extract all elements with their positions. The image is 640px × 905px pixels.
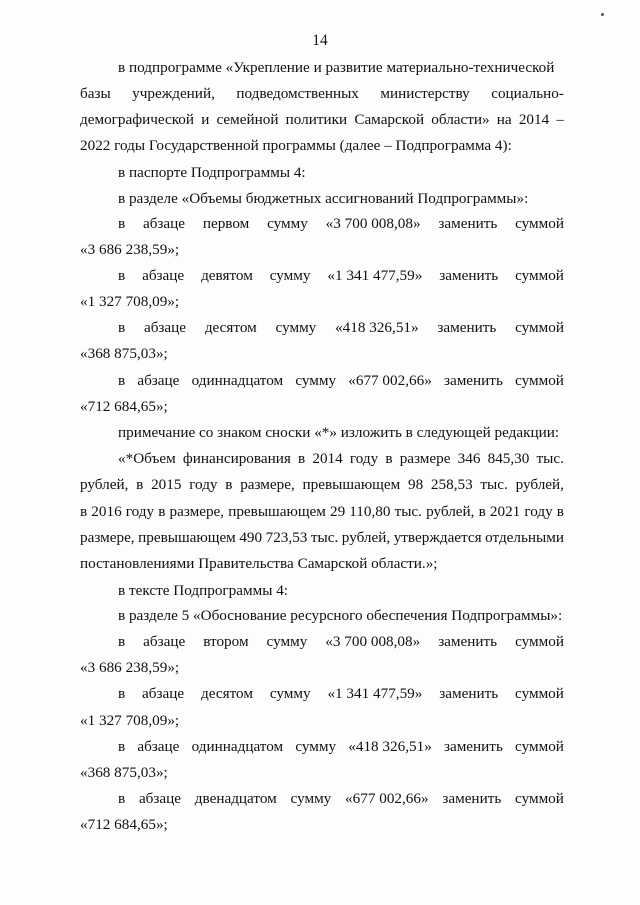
word: «677 002,66»: [345, 790, 429, 807]
word: суммой: [515, 633, 564, 650]
word: 346: [457, 450, 481, 467]
word: сумму: [290, 790, 332, 807]
word: 723,53: [265, 529, 308, 546]
word: абзаце: [138, 790, 182, 807]
word: «1 341 477,59»: [327, 267, 423, 284]
word: утверждается: [393, 529, 482, 546]
word: 98: [407, 476, 424, 493]
word: «1 341 477,59»: [327, 685, 423, 702]
word: в: [118, 685, 126, 702]
word: заменить: [443, 372, 503, 389]
word: рублей,: [426, 503, 475, 520]
word: суммой: [515, 738, 564, 755]
paragraph-line: [80, 502, 564, 522]
paragraph-line: [80, 84, 564, 104]
word: в: [136, 476, 144, 493]
paragraph-line: [118, 318, 564, 338]
word: в: [118, 372, 126, 389]
word: сумму: [269, 685, 311, 702]
word: абзаце: [142, 215, 186, 232]
word: 490: [239, 529, 263, 546]
paragraph-line: постановлениями Правительства Самарской области.»;: [80, 555, 438, 572]
word: абзаце: [137, 372, 180, 389]
word: Самарской: [354, 111, 425, 128]
paragraph-line: «3 686 238,59»;: [80, 659, 180, 676]
paragraph-line: [80, 528, 564, 548]
word: суммой: [515, 267, 564, 284]
word: сумму: [275, 319, 317, 336]
word: 2014: [518, 111, 550, 128]
word: году: [125, 503, 155, 520]
paragraph-line: в паспорте Подпрограммы 4:: [118, 164, 306, 181]
word: размере: [399, 450, 451, 467]
paragraph-line: «368 875,03»;: [80, 345, 168, 362]
word: сумму: [266, 633, 308, 650]
word: тыс.: [536, 450, 564, 467]
paragraph-line: в подпрограмме «Укрепление и развитие материально-технической: [118, 59, 555, 76]
paragraph-line: «712 684,65»;: [80, 816, 168, 833]
word: рублей,: [515, 476, 564, 493]
paragraph-line: [118, 214, 564, 234]
word: году: [524, 503, 553, 520]
word: абзаце: [143, 633, 186, 650]
paragraph-line: примечание со знаком сноски «*» изложить в следующей редакции:: [118, 424, 560, 441]
paragraph-line: [118, 632, 564, 652]
word: двенадцатом: [194, 790, 277, 807]
paragraph-line: «368 875,03»;: [80, 764, 168, 781]
word: сумму: [269, 267, 311, 284]
word: заменить: [442, 790, 502, 807]
paragraph-line: [118, 371, 564, 391]
word: рублей,: [80, 476, 129, 493]
word: абзаце: [142, 267, 185, 284]
word: заменить: [438, 633, 498, 650]
word: размере,: [169, 503, 225, 520]
word: одиннадцатом: [191, 738, 284, 755]
word: сумму: [295, 738, 337, 755]
word: на: [496, 111, 512, 128]
word: заменить: [439, 267, 499, 284]
word: финансирования: [182, 450, 291, 467]
paragraph-line: [80, 110, 564, 130]
word: подведомственных: [236, 85, 359, 102]
word: семейной: [216, 111, 279, 128]
word: тыс.: [480, 476, 508, 493]
word: в: [80, 503, 88, 520]
word: тыс.: [394, 503, 422, 520]
word: размере,: [80, 529, 135, 546]
word: «3 700 008,08»: [325, 633, 421, 650]
paragraph-line: [80, 475, 564, 495]
word: области»: [431, 111, 490, 128]
word: сумму: [267, 215, 308, 232]
word: демографической: [80, 111, 195, 128]
word: «3 700 008,08»: [325, 215, 421, 232]
word: рублей,: [341, 529, 391, 546]
word: министерству: [380, 85, 470, 102]
page-number: 14: [312, 32, 328, 49]
word: втором: [203, 633, 249, 650]
word: 29: [329, 503, 346, 520]
word: в: [298, 450, 306, 467]
word: первом: [202, 215, 250, 232]
word: абзаце: [143, 319, 187, 336]
word: превышающем: [228, 503, 326, 520]
paragraph-line: в тексте Подпрограммы 4:: [118, 582, 289, 599]
word: –: [556, 111, 564, 128]
word: «418 326,51»: [348, 738, 432, 755]
word: в: [118, 215, 126, 232]
word: в: [118, 319, 126, 336]
word: социально-: [491, 85, 564, 102]
paragraph-line: [118, 789, 564, 809]
word: в: [225, 476, 233, 493]
word: превышающем: [302, 476, 401, 493]
word: году: [349, 450, 379, 467]
word: 2016: [91, 503, 122, 520]
word: десятом: [201, 685, 253, 702]
word: 2015: [151, 476, 182, 493]
paragraph-line: в разделе «Объемы бюджетных ассигнований Подпрограммы»:: [118, 190, 529, 207]
paragraph-line: «1 327 708,09»;: [80, 712, 180, 729]
word: политики: [285, 111, 348, 128]
word: одиннадцатом: [191, 372, 284, 389]
paragraph-line: [118, 449, 564, 469]
word: «*Объем: [118, 450, 176, 467]
word: в: [118, 633, 126, 650]
word: сумму: [295, 372, 337, 389]
word: заменить: [439, 685, 499, 702]
word: в: [478, 503, 486, 520]
word: десятом: [204, 319, 257, 336]
word: и: [201, 111, 210, 128]
word: превышающем: [138, 529, 236, 546]
word: суммой: [515, 319, 564, 336]
word: 110,80: [349, 503, 391, 520]
paragraph-line: [118, 737, 564, 757]
word: абзаце: [142, 685, 185, 702]
word: в: [158, 503, 166, 520]
word: абзаце: [137, 738, 180, 755]
scan-dot-mark: [601, 13, 604, 16]
word: базы: [80, 85, 111, 102]
paragraph-line: [118, 684, 564, 704]
word: 845,30: [487, 450, 530, 467]
paragraph-line: «1 327 708,09»;: [80, 293, 180, 310]
word: учреждений,: [132, 85, 215, 102]
word: отдельными: [485, 529, 564, 546]
word: в: [385, 450, 393, 467]
word: в: [118, 790, 126, 807]
word: размере,: [240, 476, 295, 493]
paragraph-line: в разделе 5 «Обоснование ресурсного обеспечения Подпрограммы»:: [118, 607, 563, 624]
paragraph-line: «3 686 238,59»;: [80, 241, 180, 258]
word: 258,53: [430, 476, 473, 493]
word: суммой: [515, 215, 564, 232]
word: заменить: [443, 738, 503, 755]
word: в: [118, 738, 126, 755]
word: суммой: [515, 685, 564, 702]
paragraph-line: 2022 годы Государственной программы (далее – Подпрограмма 4):: [80, 137, 512, 154]
word: заменить: [437, 319, 497, 336]
word: тыс.: [310, 529, 339, 546]
word: суммой: [515, 790, 564, 807]
word: заменить: [438, 215, 498, 232]
word: 2014: [312, 450, 343, 467]
word: «418 326,51»: [335, 319, 419, 336]
word: «677 002,66»: [348, 372, 432, 389]
word: году: [189, 476, 218, 493]
word: 2021: [489, 503, 521, 520]
word: в: [556, 503, 564, 520]
word: суммой: [515, 372, 564, 389]
paragraph-line: «712 684,65»;: [80, 398, 168, 415]
word: в: [118, 267, 126, 284]
paragraph-line: [118, 266, 564, 286]
word: девятом: [201, 267, 253, 284]
